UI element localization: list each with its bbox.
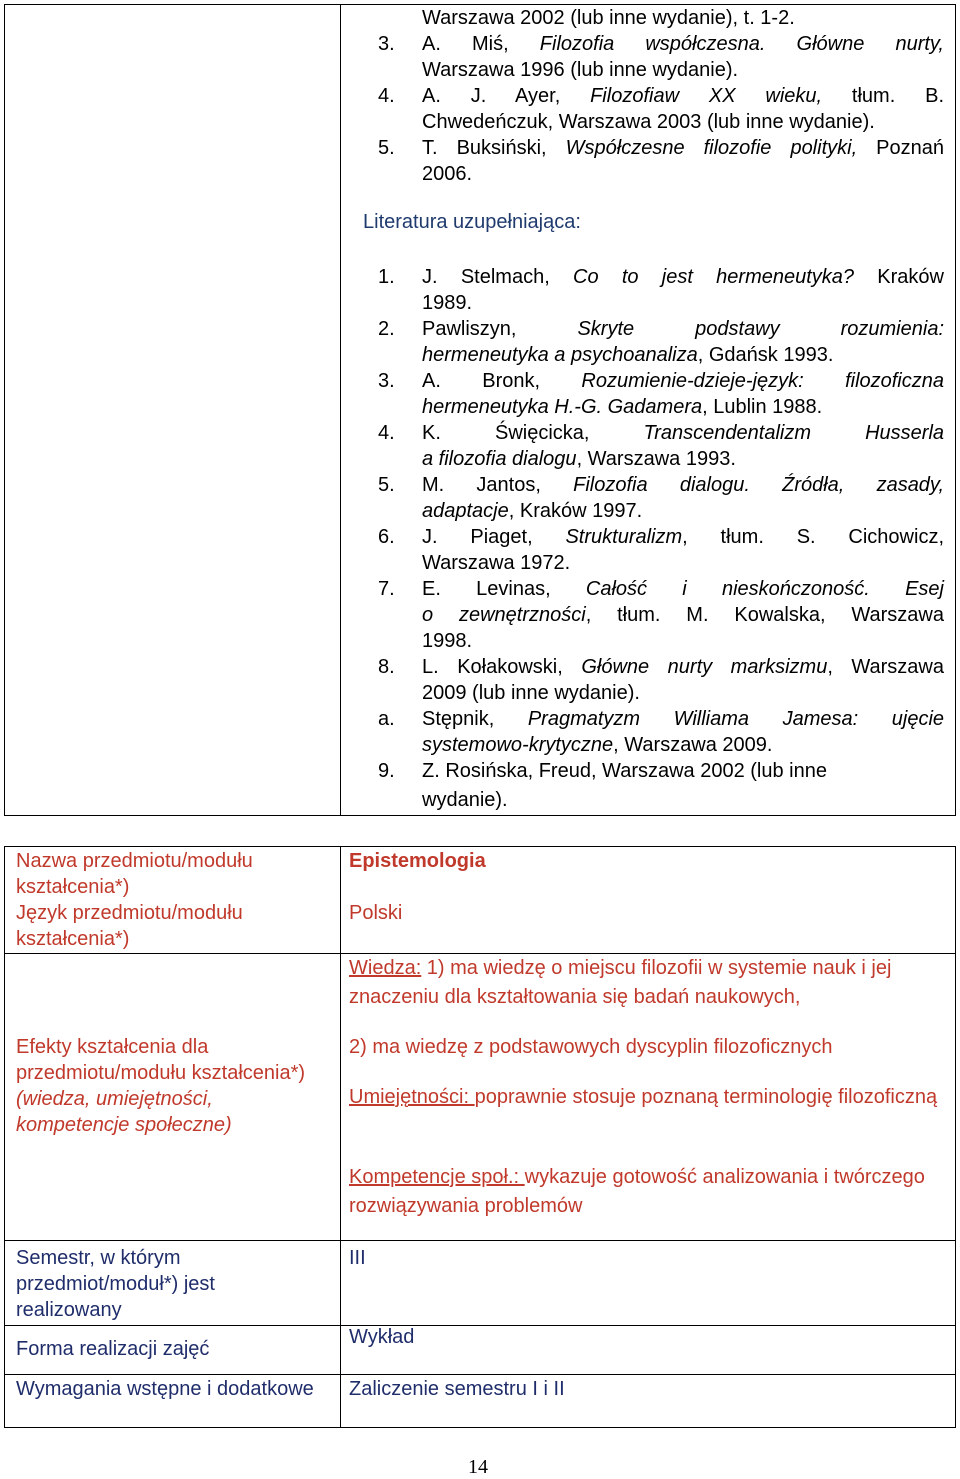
list-number: 5. xyxy=(378,474,395,496)
list-number: 9. xyxy=(378,760,395,782)
course-name-label: Nazwa przedmiotu/modułu kształcenia*) xyxy=(16,850,253,898)
list-number: 3. xyxy=(378,370,395,392)
list-item: Stępnik, Pragmatyzm Williama Jamesa: ujęcie xyxy=(422,708,945,730)
semester-label: Semestr, w którym przedmiot/moduł*) jest realizowany xyxy=(16,1247,215,1321)
list-item: K. Święcicka, Transcendentalizm Husserla xyxy=(422,422,945,444)
list-number: 4. xyxy=(378,85,395,107)
requirements-value: Zaliczenie semestru I i II xyxy=(349,1378,565,1400)
list-item: E. Levinas, Całość i nieskończoność. Esej xyxy=(422,578,944,600)
list-item: A. Miś, Filozofia współczesna. Główne nurty, xyxy=(422,33,944,55)
list-item: A. Bronk, Rozumienie-dzieje-język: filozoficzna xyxy=(422,370,944,392)
list-item-continuation: Warszawa 1996 (lub inne wydanie). xyxy=(422,59,739,81)
learning-outcomes-label: Efekty kształcenia dla przedmiotu/modułu kształcenia*) (wiedza, umiejętności, kompetencje społeczne) xyxy=(16,1036,306,1136)
semester-value: III xyxy=(349,1247,366,1269)
list-number: 1. xyxy=(378,266,395,288)
page-number: 14 xyxy=(468,1456,488,1478)
list-item-continuation: a filozofia dialogu, Warszawa 1993. xyxy=(422,448,736,470)
list-item-continuation: Warszawa 1972. xyxy=(422,552,571,574)
bibliography-left-cell xyxy=(5,5,341,815)
list-item-continuation: 1998. xyxy=(422,630,473,652)
list-item-continuation: 1989. xyxy=(422,292,473,314)
form-value: Wykład xyxy=(349,1326,415,1348)
list-item-continuation: wydanie). xyxy=(422,789,508,811)
list-item-continuation: adaptacje, Kraków 1997. xyxy=(422,500,643,522)
list-item-continuation: 2006. xyxy=(422,163,473,185)
row-divider xyxy=(5,1374,955,1375)
list-item-continuation: hermeneutyka H.-G. Gadamera, Lublin 1988. xyxy=(422,396,823,418)
list-item: J. Stelmach, Co to jest hermeneutyka? Kraków xyxy=(422,266,944,288)
list-item: J. Piaget, Strukturalizm, tłum. S. Cichowicz, xyxy=(422,526,944,548)
requirements-label: Wymagania wstępne i dodatkowe xyxy=(16,1378,314,1400)
list-item: L. Kołakowski, Główne nurty marksizmu, Warszawa xyxy=(422,656,944,678)
continuation-line: Warszawa 2002 (lub inne wydanie), t. 1-2. xyxy=(422,7,795,29)
list-item-continuation: 2009 (lub inne wydanie). xyxy=(422,682,640,704)
language-value: Polski xyxy=(349,902,403,924)
list-number: 8. xyxy=(378,656,395,678)
list-number: 2. xyxy=(378,318,395,340)
list-number: a. xyxy=(378,708,395,730)
form-label: Forma realizacji zajęć xyxy=(16,1338,210,1360)
list-item: A. J. Ayer, Filozofiaw XX wieku, tłum. B. xyxy=(422,85,944,107)
knowledge-outcome: Wiedza: 1) ma wiedzę o miejscu filozofii w systemie nauk i jej znaczeniu dla kształtowania się badań naukowych, xyxy=(349,957,892,1008)
list-number: 6. xyxy=(378,526,395,548)
list-item-continuation: systemowo-krytyczne, Warszawa 2009. xyxy=(422,734,773,756)
row-divider xyxy=(5,1240,955,1241)
skills-outcome: Umiejętności: poprawnie stosuje poznaną terminologię filozoficzną xyxy=(349,1086,938,1108)
competence-outcome: Kompetencje społ.: wykazuje gotowość analizowania i twórczego rozwiązywania problemów xyxy=(349,1166,925,1217)
list-number: 7. xyxy=(378,578,395,600)
list-item-continuation: o zewnętrzności, tłum. M. Kowalska, Warszawa xyxy=(422,604,944,626)
list-number: 5. xyxy=(378,137,395,159)
supplementary-heading: Literatura uzupełniająca: xyxy=(363,211,581,233)
list-item: M. Jantos, Filozofia dialogu. Źródła, zasady, xyxy=(422,474,945,496)
knowledge-outcome-2: 2) ma wiedzę z podstawowych dyscyplin filozoficznych xyxy=(349,1036,833,1058)
language-label: Język przedmiotu/modułu kształcenia*) xyxy=(16,902,243,950)
list-item: Z. Rosińska, Freud, Warszawa 2002 (lub inne xyxy=(422,760,827,782)
list-item-continuation: Chwedeńczuk, Warszawa 2003 (lub inne wydanie). xyxy=(422,111,875,133)
course-name-value: Epistemologia xyxy=(349,850,486,872)
list-number: 3. xyxy=(378,33,395,55)
list-number: 4. xyxy=(378,422,395,444)
list-item-continuation: hermeneutyka a psychoanaliza, Gdańsk 1993. xyxy=(422,344,834,366)
list-item: T. Buksiński, Współczesne filozofie polityki, Poznań xyxy=(422,137,944,159)
list-item: Pawliszyn, Skryte podstawy rozumienia: xyxy=(422,318,944,340)
